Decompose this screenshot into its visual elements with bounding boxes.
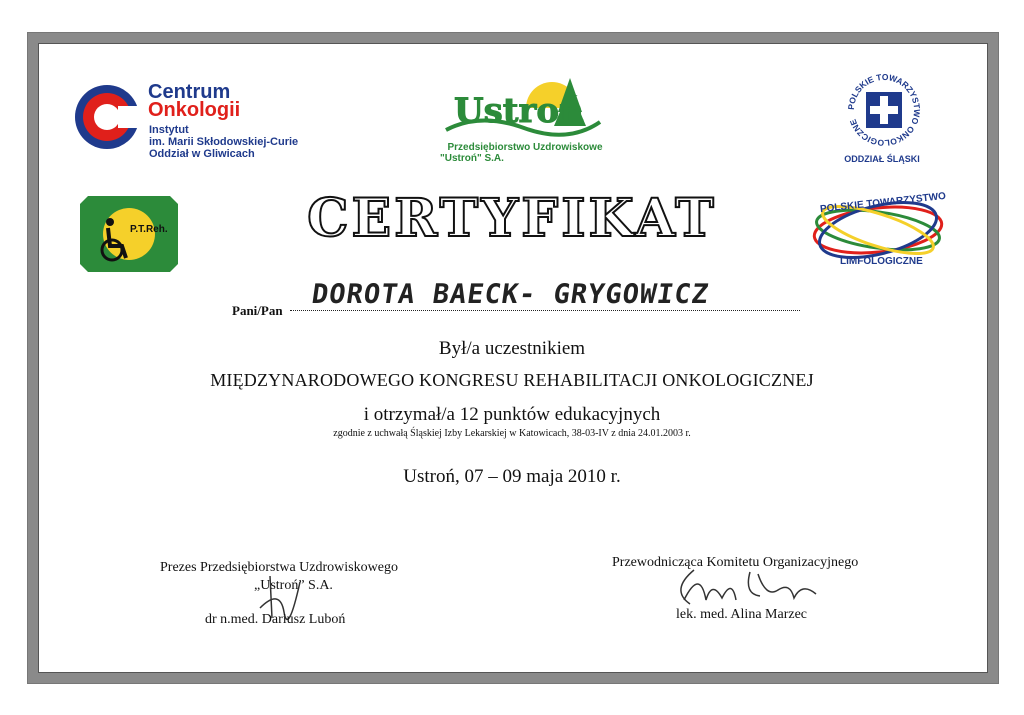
recipient-dotted-line [290, 310, 800, 311]
pto-seal-icon [844, 70, 924, 150]
place-date: Ustroń, 07 – 09 maja 2010 r. [403, 466, 621, 487]
centrum-title: Centrum [148, 81, 231, 103]
ptreh-logo-icon [80, 196, 178, 272]
onkologii-title: Onkologii [148, 99, 241, 121]
left-signatory-role: Prezes Przedsiębiorstwa Uzdrowiskowego [160, 560, 398, 575]
ustron-wordmark: Ustroń [454, 91, 584, 131]
right-signatory-name: lek. med. Alina Marzec [676, 607, 808, 622]
pto-ring-text: POLSKIE TOWARZYSTWO ONKOLOGICZNE [845, 71, 923, 149]
certificate-title: CERTYFIKAT [307, 188, 717, 249]
ustron-company-name: Przedsiębiorstwo Uzdrowiskowe [447, 142, 603, 153]
pto-branch: ODDZIAŁ ŚLĄSKI [844, 154, 920, 164]
left-signatory-name: dr n.med. Dariusz Luboń [205, 612, 346, 627]
centrum-sub-1: Instytut [149, 124, 189, 136]
ptl-top-text: POLSKIE TOWARZYSTWO [819, 190, 947, 216]
ustron-logo-icon [440, 72, 610, 142]
ptl-bottom-text: LIMFOLOGICZNE [840, 256, 923, 267]
recipient-label: Pani/Pan [232, 303, 283, 318]
congress-name: MIĘDZYNARODOWEGO KONGRESU REHABILITACJI ONKOLOGICZNEJ [210, 370, 814, 390]
right-handwritten-signature-icon [666, 560, 826, 610]
right-signatory-role: Przewodnicząca Komitetu Organizacyjnego [612, 555, 859, 570]
ptl-logo-icon [806, 188, 950, 270]
recipient-name: DOROTA BAECK- GRYGOWICZ [309, 279, 712, 310]
centrum-sub-2: im. Marii Skłodowskiej-Curie [149, 136, 299, 148]
points-text: i otrzymał/a 12 punktów edukacyjnych [363, 404, 661, 425]
resolution-text: zgodnie z uchwałą Śląskiej Izby Lekarskiej w Katowicach, 38-03-IV z dnia 24.01.2003 r. [333, 428, 691, 439]
centrum-sub-3: Oddział w Gliwicach [149, 148, 255, 160]
participant-text: Był/a uczestnikiem [438, 338, 586, 359]
ptreh-label: P.T.Reh. [130, 224, 168, 235]
centrum-onkologii-logo-icon [74, 84, 140, 150]
left-signatory-company: „Ustroń” S.A. [254, 578, 333, 593]
ustron-company-sa: "Ustroń" S.A. [440, 153, 504, 164]
